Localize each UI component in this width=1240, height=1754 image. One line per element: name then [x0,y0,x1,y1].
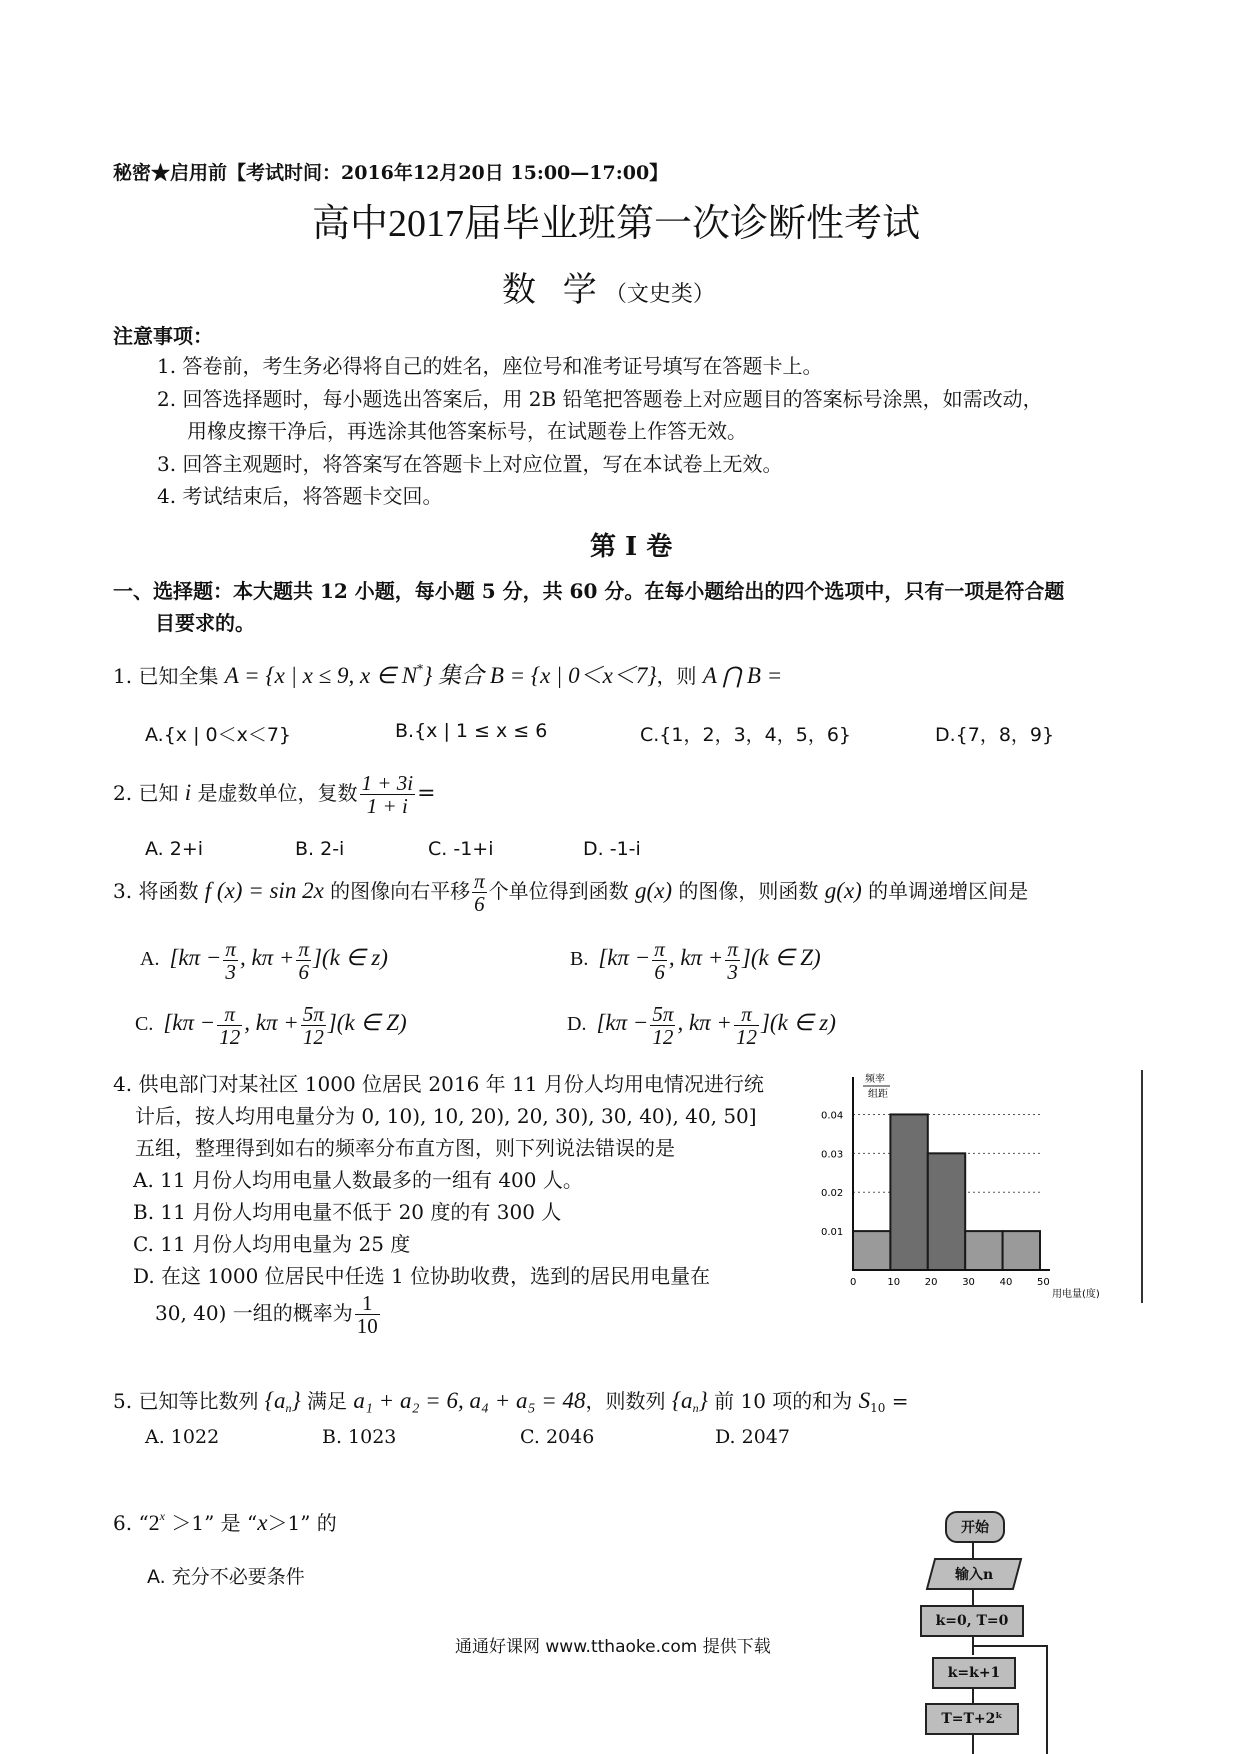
q3-opt-d-label: D. [567,1013,587,1036]
q6-exponent: x [159,1509,165,1523]
q5-option-d: D. 2047 [715,1426,790,1448]
q3-text-4: 的图像，则函数 [672,879,825,904]
q3-opt-a-frac1-den: 3 [225,960,236,985]
flow-arrow-4 [972,1687,974,1703]
q4-line-3: 五组，整理得到如右的频率分布直方图，则下列说法错误的是 [135,1136,675,1160]
footer-watermark: 通通好课网 www.tthaoke.com 提供下载 [455,1637,771,1657]
q3-opt-d-frac1 [650,1003,675,1048]
q3-opt-c-part1: [kπ − [163,1010,216,1036]
q3-opt-b-part2: , kπ + [668,945,724,971]
q5-sum: S [858,1388,871,1413]
notes-item-2: 2. 回答选择题时，每小题选出答案后，用 2B 铅笔把答题卷上对应题目的答案标号涂黑，如需改动， [157,387,1043,411]
q4-option-a: A. 11 月份人均用电量人数最多的一组有 400 人。 [133,1168,583,1192]
q3-option-a [140,938,388,983]
q3-opt-b-frac2-den: 3 [727,960,738,985]
hist-xtick-label-5: 50 [1037,1277,1050,1288]
subject-note: （文史类） [604,282,715,307]
hist-bar-1 [890,1114,927,1270]
q3-opt-d-frac2 [734,1003,759,1048]
q4-option-d-cont [155,1292,382,1337]
q2-option-a: A. 2+i [145,838,204,860]
flowchart-input [926,1558,1023,1590]
q3-opt-c-part3: ](k ∈ Z) [327,1010,407,1036]
q2-equals: = [417,781,436,807]
q1-text-2: } 集合 [423,663,490,688]
q3-function-g: g(x) [635,878,673,904]
flowchart-step-k: k=k+1 [932,1657,1016,1689]
q5-equals: = [885,1389,909,1413]
hist-xtick-label-1: 10 [887,1277,901,1288]
q3-opt-a-frac2 [296,938,311,983]
subject-line [502,262,715,311]
q6-text-3: ＞1” 的 [267,1511,337,1535]
q3-opt-d-frac1-den: 12 [652,1025,674,1050]
q5-text-4: 前 10 项的和为 [707,1389,859,1413]
hist-bar-2 [928,1153,965,1270]
q6-x: x [257,1510,268,1535]
hist-bar-4 [1003,1231,1040,1270]
secret-notice: 秘密★启用前【考试时间：2016年12月20日 15:00—17:00】 [113,162,669,184]
hist-bar-3 [965,1231,1002,1270]
hist-xtick-label-2: 20 [924,1277,938,1288]
q3-opt-d-frac2-den: 12 [735,1025,757,1050]
hist-ylabel-bottom: 组距 [868,1089,888,1100]
q3-opt-a-frac2-den: 6 [298,960,309,985]
q2-option-c: C. -1+i [428,838,494,860]
q1-set-b: B = {x | 0＜x＜7} [489,663,657,688]
flowchart-start: 开始 [945,1511,1005,1543]
q3-text-2: 的图像向右平移 [323,879,471,904]
frequency-histogram [820,1065,1145,1305]
flowchart-init: k=0, T=0 [920,1605,1024,1637]
q5-seq-close: } [291,1388,301,1413]
q3-function-g-2: g(x) [824,878,862,904]
q5-seq-sub: n [285,1401,292,1415]
q5-text-3: ，则数列 [585,1389,672,1413]
q1-star: * [417,662,424,676]
q3-opt-d-part1: [kπ − [596,1010,649,1036]
q1-option-b: B.{x | 1 ≤ x ≤ 6 [395,720,548,742]
q2-fraction [360,772,416,817]
q2-option-b: B. 2-i [295,838,345,860]
notes-heading: 注意事项： [113,324,213,348]
q3-opt-d-frac2-num: π [734,1003,759,1026]
q4-option-d: D. 在这 1000 位居民中任选 1 位协助收费，选到的居民用电量在 [133,1264,711,1288]
q2-fraction-den: 1 + i [366,794,408,819]
subject-name: 数 学 [502,270,605,310]
q3-opt-c-frac2-num: 5π [302,1002,324,1026]
q4-fraction [355,1292,380,1337]
q5-option-c: C. 2046 [520,1426,595,1448]
flowchart-input-label: 输入n [954,1567,994,1583]
volume-title: 第 I 卷 [590,532,673,562]
hist-ytick-label-3: 0.04 [821,1110,844,1122]
flow-arrow-1 [972,1541,974,1558]
q6-text-2: ＞1” 是 “ [165,1511,258,1535]
q3-option-d [567,1003,836,1048]
q3-opt-d-part3: ](k ∈ z) [760,1010,836,1036]
q2-text-2: 是虚数单位，复数 [191,781,358,806]
q3-opt-c-frac2 [301,1003,326,1048]
section-heading: 一、选择题：本大题共 12 小题，每小题 5 分，共 60 分。在每小题给出的四个选项中，只有一项是符合题 [113,579,1065,603]
q5-seq-open: {a [264,1388,286,1413]
question-5 [113,1385,909,1416]
q1-option-a: A.{x | 0＜x＜7} [145,724,292,746]
q3-opt-a-frac1 [223,938,238,983]
q5-seq-open-2: {a [671,1388,693,1413]
q3-opt-b-frac2 [725,938,740,983]
q3-option-c [135,1003,407,1048]
notes-item-3: 3. 回答主观题时，将答案写在答题卡上对应位置，写在本试卷上无效。 [157,452,783,476]
q5-text-2: 满足 [300,1389,354,1413]
q3-opt-a-part3: ](k ∈ z) [312,945,388,971]
q1-set-a: A = {x | x ≤ 9, x ∈ N [224,663,418,688]
q4-line-1: 4. 供电部门对某社区 1000 位居民 2016 年 11 月份人均用电情况进行统 [113,1072,764,1096]
flow-arrow-5 [972,1733,974,1754]
q2-text-1: 2. 已知 [113,781,185,806]
question-1 [113,657,782,690]
q3-opt-d-frac1-num: 5π [652,1002,674,1026]
q6-option-a: A. 充分不必要条件 [147,1566,305,1588]
q3-opt-a-frac2-num: π [298,937,309,961]
q3-opt-a-frac1-num: π [225,937,236,961]
q3-opt-a-part1: [kπ − [169,945,222,971]
q3-opt-d-part2: , kπ + [677,1010,732,1036]
hist-ytick-label-0: 0.01 [821,1227,844,1239]
question-2 [113,772,436,817]
q5-seq-sub-2: n [692,1401,699,1415]
q2-fraction-num: 1 + 3i [361,771,414,795]
q3-fraction-den: 6 [474,892,485,917]
hist-bars [853,1114,1040,1270]
q1-intersection: A ⋂ B = [702,663,783,688]
q3-option-b [570,938,821,983]
q1-option-d: D.{7，8，9} [935,724,1055,746]
q3-opt-b-frac1 [652,938,667,983]
q3-function-f: f (x) = sin 2x [204,878,324,904]
hist-ytick-label-2: 0.03 [821,1149,844,1161]
exam-title: 高中2017届毕业班第一次诊断性考试 [312,203,921,245]
hist-ylabel-top: 频率 [865,1074,885,1085]
q3-opt-a-label: A. [140,948,160,971]
q3-fraction-num: π [474,869,485,893]
q3-fraction [472,870,487,915]
q1-option-c: C.{1，2，3，4，5，6} [640,724,852,746]
q6-text-1: 6. “ [113,1511,149,1535]
q5-condition: a₁ + a₂ = 6, a₄ + a₅ = 48 [353,1388,586,1413]
q3-text-3: 个单位得到函数 [488,879,636,904]
q4-option-b: B. 11 月份人均用电量不低于 20 度的有 300 人 [133,1200,562,1224]
q3-opt-c-frac1-num: π [217,1003,242,1026]
q5-seq-close-2: } [698,1388,708,1413]
hist-bar-0 [853,1231,890,1270]
q5-option-b: B. 1023 [322,1426,397,1448]
flowchart-step-t: T=T+2ᵏ [925,1703,1019,1735]
q2-i: i [184,780,192,806]
q4-line-2: 计后，按人均用电量分为 0, 10), 10, 20), 20, 30), 30, 40), 40, 50] [135,1104,757,1128]
notes-item-2-cont: 用橡皮擦干净后，再选涂其他答案标号，在试题卷上作答无效。 [187,419,747,443]
hist-xtick-label-0: 0 [850,1277,857,1288]
q3-text-5: 的单调递增区间是 [861,879,1029,904]
q3-opt-b-frac2-num: π [727,937,738,961]
notes-item-1: 1. 答卷前，考生务必得将自己的姓名，座位号和准考证号填写在答题卡上。 [157,354,823,378]
q3-opt-c-label: C. [135,1013,154,1036]
q1-text-3: ，则 [656,664,703,688]
hist-xtick-label-4: 40 [999,1277,1013,1288]
q5-sum-sub: 10 [870,1401,886,1415]
q3-opt-b-part3: ](k ∈ Z) [741,945,821,971]
flow-arrow-2 [972,1588,974,1605]
section-heading-cont: 目要求的。 [155,611,255,635]
q3-text-1: 3. 将函数 [113,879,205,904]
q4-option-d-text: 30, 40) 一组的概率为 [155,1301,353,1326]
hist-x-ticks [850,1277,1050,1288]
notes-item-4: 4. 考试结束后，将答题卡交回。 [157,484,443,508]
q4-fraction-num: 1 [355,1292,380,1315]
q1-text-1: 1. 已知全集 [113,664,225,688]
hist-xtick-label-3: 30 [962,1277,975,1288]
q2-option-d: D. -1-i [583,838,641,860]
q5-text-1: 5. 已知等比数列 [113,1389,265,1413]
q5-option-a: A. 1022 [145,1426,220,1448]
question-6 [113,1507,337,1536]
q3-opt-b-frac1-den: 6 [654,960,665,985]
q3-opt-b-part1: [kπ − [598,945,651,971]
hist-xlabel: 用电量(度) [1052,1289,1100,1300]
q3-opt-c-frac2-den: 12 [302,1025,324,1050]
q3-opt-b-frac1-num: π [654,937,665,961]
hist-ytick-label-1: 0.02 [821,1188,844,1200]
hist-y-ticks [821,1110,843,1238]
q4-option-c: C. 11 月份人均用电量为 25 度 [133,1232,411,1256]
q3-opt-a-part2: , kπ + [239,945,295,971]
flow-loop-top [974,1645,1048,1647]
q6-base: 2 [148,1510,160,1535]
q3-opt-b-label: B. [570,948,589,971]
question-3 [113,870,1028,915]
flow-loop-right [1046,1645,1048,1754]
q3-opt-c-part2: , kπ + [244,1010,299,1036]
q3-opt-c-frac1 [217,1003,242,1048]
q4-fraction-den: 10 [356,1314,378,1339]
q3-opt-c-frac1-den: 12 [219,1025,241,1050]
